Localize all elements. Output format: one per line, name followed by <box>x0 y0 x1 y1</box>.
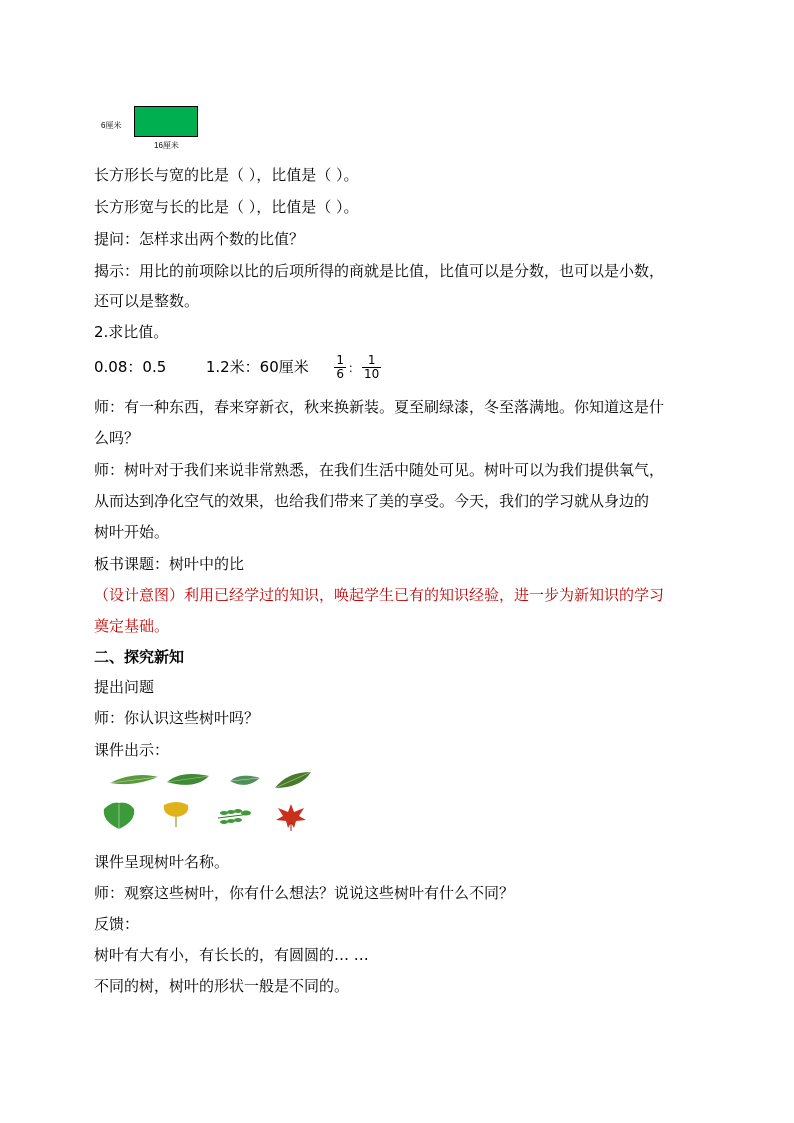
section-heading-explore: 二、探究新知 <box>94 648 185 666</box>
length-label: 16厘米 <box>154 141 179 150</box>
leaf-narrow-icon <box>273 770 313 792</box>
fraction-one-sixth: $\frac{1}{6}$ <box>336 353 344 381</box>
fraction-one-tenth: $\frac{1}{10}$ <box>364 353 380 381</box>
leaf-ginkgo-icon <box>160 801 192 829</box>
line-feedback: 反馈： <box>94 915 140 933</box>
width-label: 6厘米 <box>101 121 122 130</box>
line-design-intent-cont: 奠定基础。 <box>94 617 170 635</box>
ratio-colon: ： <box>347 361 360 375</box>
leaf-compound-icon <box>216 804 252 828</box>
leaf-round-icon <box>100 799 138 831</box>
line-courseware-show: 课件出示： <box>94 741 170 759</box>
line-length-width-ratio: 长方形长与宽的比是（ ），比值是（ ）。 <box>94 166 359 184</box>
line-riddle-cont: 么吗？ <box>94 429 140 447</box>
leaf-small-icon <box>228 772 262 790</box>
line-question: 提问：怎样求出两个数的比值？ <box>94 230 305 248</box>
line-leaves-intro: 师：树叶对于我们来说非常熟悉，在我们生活中随处可见。树叶可以为我们提供氧气， <box>94 461 665 479</box>
line-find-ratio-heading: 2.求比值。 <box>94 323 169 341</box>
line-reveal-cont: 还可以是整数。 <box>94 292 200 310</box>
line-leaves-intro-2: 从而达到净化空气的效果，也给我们带来了美的享受。今天，我们的学习就从身边的 <box>94 492 650 510</box>
line-courseware-names: 课件呈现树叶名称。 <box>94 853 230 871</box>
leaf-oval-icon <box>165 770 211 790</box>
leaf-maple-icon <box>274 802 308 832</box>
ratio-exercises <box>94 348 383 387</box>
line-design-intent: （设计意图）利用已经学过的知识，唤起学生已有的知识经验，进一步为新知识的学习 <box>94 586 665 604</box>
line-feedback-1: 树叶有大有小，有长长的，有圆圆的… … <box>94 946 369 964</box>
leaf-willow-icon <box>108 773 160 789</box>
line-raise-question: 提出问题 <box>94 678 155 696</box>
line-board-title: 板书课题：树叶中的比 <box>94 555 245 573</box>
line-observe-question: 师：观察这些树叶，你有什么想法？说说这些树叶有什么不同？ <box>94 884 515 902</box>
ratio-2: 1.2米：60厘米 <box>205 358 309 376</box>
line-width-length-ratio: 长方形宽与长的比是（ ），比值是（ ）。 <box>94 198 359 216</box>
line-teacher-question: 师：你认识这些树叶吗？ <box>94 709 260 727</box>
line-feedback-2: 不同的树，树叶的形状一般是不同的。 <box>94 977 350 995</box>
green-rectangle <box>134 106 198 137</box>
ratio-1: 0.08：0.5 <box>94 358 167 376</box>
line-leaves-intro-3: 树叶开始。 <box>94 523 170 541</box>
line-reveal: 揭示：用比的前项除以比的后项所得的商就是比值，比值可以是分数，也可以是小数， <box>94 262 665 280</box>
line-riddle: 师：有一种东西，春来穿新衣，秋来换新装。夏至刷绿漆，冬至落满地。你知道这是什 <box>94 398 665 416</box>
